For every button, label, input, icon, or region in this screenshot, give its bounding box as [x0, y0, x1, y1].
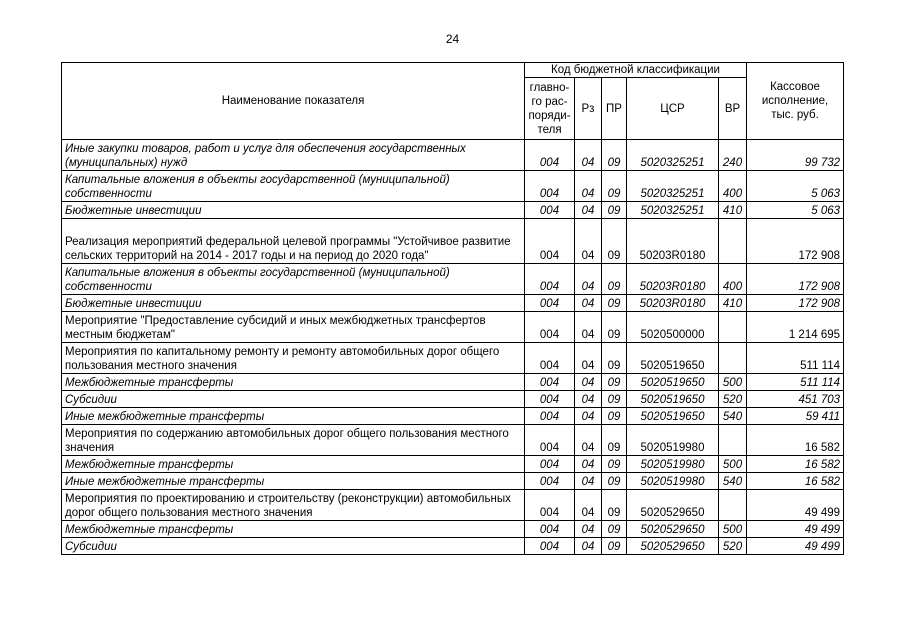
- row-amount: 451 703: [747, 391, 844, 408]
- header-csr: ЦСР: [627, 78, 719, 140]
- table-row: [62, 391, 844, 408]
- row-vr: 500: [719, 521, 747, 538]
- row-csr: 5020325251: [627, 171, 719, 202]
- row-vr: 540: [719, 473, 747, 490]
- table-row: [62, 490, 844, 521]
- row-vr: [719, 312, 747, 343]
- row-amount: 99 732: [747, 140, 844, 171]
- row-rz: 04: [575, 343, 602, 374]
- row-glava: 004: [525, 490, 575, 521]
- row-csr: 5020519980: [627, 473, 719, 490]
- row-rz: 04: [575, 171, 602, 202]
- row-rz: 04: [575, 473, 602, 490]
- row-name: Мероприятие "Предоставление субсидий и иных межбюджетных трансфертов местным бюджетам": [62, 312, 525, 343]
- row-name: Мероприятия по содержанию автомобильных дорог общего пользования местного значения: [62, 425, 525, 456]
- table-row: [62, 374, 844, 391]
- row-vr: 400: [719, 171, 747, 202]
- row-vr: [719, 343, 747, 374]
- row-pr: 09: [602, 456, 627, 473]
- row-glava: 004: [525, 140, 575, 171]
- row-name: Капитальные вложения в объекты государственной (муниципальной) собственности: [62, 264, 525, 295]
- row-pr: 09: [602, 171, 627, 202]
- row-pr: 09: [602, 374, 627, 391]
- row-csr: 5020529650: [627, 521, 719, 538]
- row-vr: [719, 425, 747, 456]
- table-row: [62, 425, 844, 456]
- row-amount: 172 908: [747, 295, 844, 312]
- header-rz: Рз: [575, 78, 602, 140]
- row-name: Межбюджетные трансферты: [62, 374, 525, 391]
- header-vr: ВР: [719, 78, 747, 140]
- row-csr: 5020519980: [627, 425, 719, 456]
- table-row: [62, 408, 844, 425]
- table-row: [62, 202, 844, 219]
- row-glava: 004: [525, 295, 575, 312]
- table-row: [62, 343, 844, 374]
- row-vr: 500: [719, 456, 747, 473]
- row-rz: 04: [575, 391, 602, 408]
- row-amount: 1 214 695: [747, 312, 844, 343]
- row-pr: 09: [602, 521, 627, 538]
- header-glava: главно- го рас- поряди- теля: [525, 78, 575, 140]
- row-glava: 004: [525, 408, 575, 425]
- row-name: Иные межбюджетные трансферты: [62, 408, 525, 425]
- table-body: [62, 140, 844, 555]
- row-pr: 09: [602, 408, 627, 425]
- row-name: Мероприятия по проектированию и строительству (реконструкции) автомобильных дорог общего пользования местного значения: [62, 490, 525, 521]
- row-csr: 5020529650: [627, 538, 719, 555]
- row-vr: 240: [719, 140, 747, 171]
- budget-table: [61, 62, 844, 555]
- row-pr: 09: [602, 538, 627, 555]
- row-amount: 49 499: [747, 538, 844, 555]
- row-csr: 5020500000: [627, 312, 719, 343]
- row-csr: 5020519980: [627, 456, 719, 473]
- row-name: Иные межбюджетные трансферты: [62, 473, 525, 490]
- row-amount: 49 499: [747, 490, 844, 521]
- row-amount: 511 114: [747, 343, 844, 374]
- row-name: Субсидии: [62, 538, 525, 555]
- row-glava: 004: [525, 391, 575, 408]
- row-pr: 09: [602, 391, 627, 408]
- header-pr: ПР: [602, 78, 627, 140]
- header-kbk: Код бюджетной классификации: [525, 63, 747, 78]
- row-vr: [719, 490, 747, 521]
- row-vr: 400: [719, 264, 747, 295]
- row-csr: 5020325251: [627, 202, 719, 219]
- row-amount: 49 499: [747, 521, 844, 538]
- row-vr: 540: [719, 408, 747, 425]
- table-row: [62, 295, 844, 312]
- row-amount: 16 582: [747, 425, 844, 456]
- row-amount: 5 063: [747, 202, 844, 219]
- table-row: [62, 521, 844, 538]
- row-rz: 04: [575, 219, 602, 264]
- row-rz: 04: [575, 521, 602, 538]
- row-csr: 5020529650: [627, 490, 719, 521]
- row-pr: 09: [602, 140, 627, 171]
- table-row: [62, 219, 844, 264]
- table-row: [62, 140, 844, 171]
- row-pr: 09: [602, 490, 627, 521]
- row-vr: [719, 219, 747, 264]
- row-glava: 004: [525, 171, 575, 202]
- row-pr: 09: [602, 425, 627, 456]
- row-rz: 04: [575, 264, 602, 295]
- header-name: Наименование показателя: [62, 63, 525, 140]
- row-vr: 410: [719, 295, 747, 312]
- row-rz: 04: [575, 312, 602, 343]
- row-pr: 09: [602, 219, 627, 264]
- row-glava: 004: [525, 473, 575, 490]
- table-row: [62, 171, 844, 202]
- table-row: [62, 473, 844, 490]
- row-csr: 5020519650: [627, 391, 719, 408]
- row-csr: 5020519650: [627, 408, 719, 425]
- row-glava: 004: [525, 219, 575, 264]
- row-amount: 16 582: [747, 473, 844, 490]
- row-csr: 5020325251: [627, 140, 719, 171]
- row-rz: 04: [575, 538, 602, 555]
- row-name: Бюджетные инвестиции: [62, 202, 525, 219]
- row-amount: 511 114: [747, 374, 844, 391]
- row-csr: 5020519650: [627, 343, 719, 374]
- table-row: [62, 312, 844, 343]
- row-glava: 004: [525, 538, 575, 555]
- row-name: Субсидии: [62, 391, 525, 408]
- row-rz: 04: [575, 295, 602, 312]
- header-amount: Кассовое исполнение, тыс. руб.: [747, 63, 844, 140]
- row-rz: 04: [575, 456, 602, 473]
- row-csr: 50203R0180: [627, 219, 719, 264]
- row-pr: 09: [602, 312, 627, 343]
- row-csr: 50203R0180: [627, 295, 719, 312]
- row-name: Капитальные вложения в объекты государственной (муниципальной) собственности: [62, 171, 525, 202]
- row-csr: 50203R0180: [627, 264, 719, 295]
- table-row: [62, 538, 844, 555]
- row-pr: 09: [602, 264, 627, 295]
- row-pr: 09: [602, 343, 627, 374]
- row-vr: 520: [719, 538, 747, 555]
- row-rz: 04: [575, 202, 602, 219]
- row-amount: 5 063: [747, 171, 844, 202]
- row-rz: 04: [575, 140, 602, 171]
- row-glava: 004: [525, 425, 575, 456]
- row-glava: 004: [525, 202, 575, 219]
- row-glava: 004: [525, 312, 575, 343]
- table-row: [62, 456, 844, 473]
- row-csr: 5020519650: [627, 374, 719, 391]
- row-amount: 59 411: [747, 408, 844, 425]
- row-glava: 004: [525, 264, 575, 295]
- row-name: Иные закупки товаров, работ и услуг для обеспечения государственных (муниципальных) нужд: [62, 140, 525, 171]
- row-glava: 004: [525, 521, 575, 538]
- row-name: Реализация мероприятий федеральной целевой программы "Устойчивое развитие сельских территорий на 2014 - 2017 годы и на период до 2020 года": [62, 219, 525, 264]
- row-pr: 09: [602, 473, 627, 490]
- page-number: 24: [445, 32, 460, 46]
- row-vr: 500: [719, 374, 747, 391]
- row-name: Межбюджетные трансферты: [62, 521, 525, 538]
- row-amount: 172 908: [747, 264, 844, 295]
- row-pr: 09: [602, 295, 627, 312]
- row-rz: 04: [575, 490, 602, 521]
- row-rz: 04: [575, 408, 602, 425]
- row-vr: 410: [719, 202, 747, 219]
- row-glava: 004: [525, 343, 575, 374]
- row-rz: 04: [575, 425, 602, 456]
- row-name: Бюджетные инвестиции: [62, 295, 525, 312]
- table-row: [62, 264, 844, 295]
- row-glava: 004: [525, 456, 575, 473]
- row-amount: 172 908: [747, 219, 844, 264]
- row-rz: 04: [575, 374, 602, 391]
- row-vr: 520: [719, 391, 747, 408]
- row-name: Межбюджетные трансферты: [62, 456, 525, 473]
- row-name: Мероприятия по капитальному ремонту и ремонту автомобильных дорог общего пользования местного значения: [62, 343, 525, 374]
- row-amount: 16 582: [747, 456, 844, 473]
- row-pr: 09: [602, 202, 627, 219]
- row-glava: 004: [525, 374, 575, 391]
